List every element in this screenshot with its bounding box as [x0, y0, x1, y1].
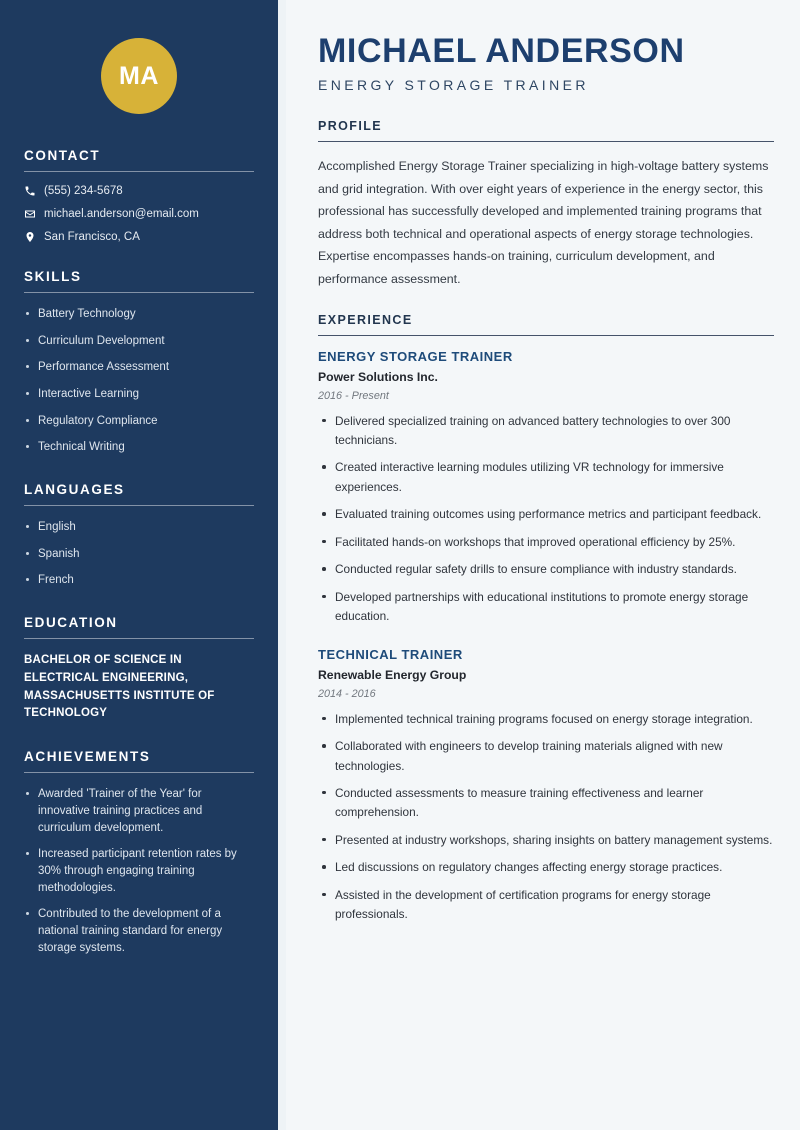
list-item: Evaluated training outcomes using performance metrics and participant feedback. — [318, 505, 774, 524]
achievements-divider — [24, 772, 254, 773]
contact-phone-value: (555) 234-5678 — [44, 185, 123, 197]
list-item: Increased participant retention rates by 30% through engaging training methodologies. — [24, 846, 254, 896]
list-item: French — [24, 572, 254, 589]
list-item: Developed partnerships with educational institutions to promote energy storage education. — [318, 588, 774, 627]
contact-phone-row[interactable] — [24, 185, 254, 197]
profile-text: Accomplished Energy Storage Trainer specializing in high-voltage battery systems and grid integration. With over eight years of experience in the energy sector, this professional has successfully developed and implemented training programs that address both technical and operational aspects of energy storage technologies. Expertise encompasses hands-on training, curriculum development, and performance assessment. — [318, 159, 769, 286]
contact-email-value: michael.anderson@email.com — [44, 208, 199, 220]
education-entry: BACHELOR OF SCIENCE IN ELECTRICAL ENGINEERING, MASSACHUSETTS INSTITUTE OF TECHNOLOGY — [24, 654, 215, 720]
contact-location-row[interactable] — [24, 231, 254, 243]
profile-divider — [318, 141, 774, 142]
list-item: Presented at industry workshops, sharing insights on battery management systems. — [318, 831, 774, 850]
achievements-heading: ACHIEVEMENTS — [24, 749, 151, 765]
list-item: Conducted assessments to measure training effectiveness and learner comprehension. — [318, 784, 774, 823]
sidebar-section-achievements — [24, 749, 254, 956]
avatar-container — [24, 0, 254, 148]
languages-divider — [24, 505, 254, 506]
sidebar-main-gap — [278, 0, 286, 1130]
list-item: Collaborated with engineers to develop training materials aligned with new technologies. — [318, 737, 774, 776]
list-item: Technical Writing — [24, 439, 254, 456]
list-item: Delivered specialized training on advanced battery technologies to over 300 technicians. — [318, 412, 774, 451]
sidebar — [0, 0, 278, 1130]
sidebar-section-education — [24, 615, 254, 723]
section-profile — [318, 119, 774, 290]
job-company: Renewable Energy Group — [318, 667, 467, 682]
list-item: Contributed to the development of a national training standard for energy storage systems. — [24, 906, 254, 956]
main-content — [286, 0, 800, 1130]
skills-list — [24, 306, 254, 456]
avatar: MA — [101, 38, 177, 114]
page-subtitle: ENERGY STORAGE TRAINER — [318, 77, 589, 94]
skills-heading: SKILLS — [24, 269, 82, 284]
location-pin-icon — [24, 231, 44, 243]
job-bullets — [318, 710, 774, 925]
list-item: Curriculum Development — [24, 333, 254, 350]
phone-icon — [24, 185, 44, 197]
list-item: Conducted regular safety drills to ensure compliance with industry standards. — [318, 560, 774, 579]
skills-divider — [24, 292, 254, 293]
experience-entry — [318, 349, 774, 627]
list-item: Led discussions on regulatory changes affecting energy storage practices. — [318, 858, 774, 877]
profile-heading: PROFILE — [318, 119, 382, 134]
envelope-icon — [24, 208, 44, 220]
contact-divider — [24, 171, 254, 172]
sidebar-section-contact — [24, 148, 254, 243]
education-divider — [24, 638, 254, 639]
list-item: Interactive Learning — [24, 386, 254, 403]
job-title: TECHNICAL TRAINER — [318, 646, 463, 662]
list-item: Performance Assessment — [24, 359, 254, 376]
experience-divider — [318, 335, 774, 336]
list-item: Regulatory Compliance — [24, 413, 254, 430]
education-heading: EDUCATION — [24, 615, 118, 631]
job-company: Power Solutions Inc. — [318, 369, 438, 384]
experience-entry — [318, 647, 774, 925]
list-item: English — [24, 519, 254, 536]
experience-heading: EXPERIENCE — [318, 312, 413, 327]
contact-heading: CONTACT — [24, 148, 101, 163]
job-bullets — [318, 412, 774, 627]
list-item: Assisted in the development of certification programs for energy storage professionals. — [318, 886, 774, 925]
languages-heading: LANGUAGES — [24, 482, 125, 498]
page-title: MICHAEL ANDERSON — [318, 32, 685, 70]
sidebar-section-skills — [24, 269, 254, 456]
list-item: Facilitated hands-on workshops that improved operational efficiency by 25%. — [318, 533, 774, 552]
job-title: ENERGY STORAGE TRAINER — [318, 348, 513, 364]
contact-location-value: San Francisco, CA — [44, 231, 140, 243]
section-experience — [318, 313, 774, 925]
list-item: Implemented technical training programs focused on energy storage integration. — [318, 710, 774, 729]
list-item: Battery Technology — [24, 306, 254, 323]
list-item: Created interactive learning modules utilizing VR technology for immersive experiences. — [318, 458, 774, 497]
job-dates: 2016 - Present — [318, 389, 389, 402]
sidebar-section-languages — [24, 482, 254, 589]
languages-list — [24, 519, 254, 589]
list-item: Awarded 'Trainer of the Year' for innovative training practices and curriculum development. — [24, 786, 254, 836]
achievements-list — [24, 786, 254, 956]
contact-email-row[interactable] — [24, 208, 254, 220]
job-dates: 2014 - 2016 — [318, 687, 376, 700]
list-item: Spanish — [24, 546, 254, 563]
